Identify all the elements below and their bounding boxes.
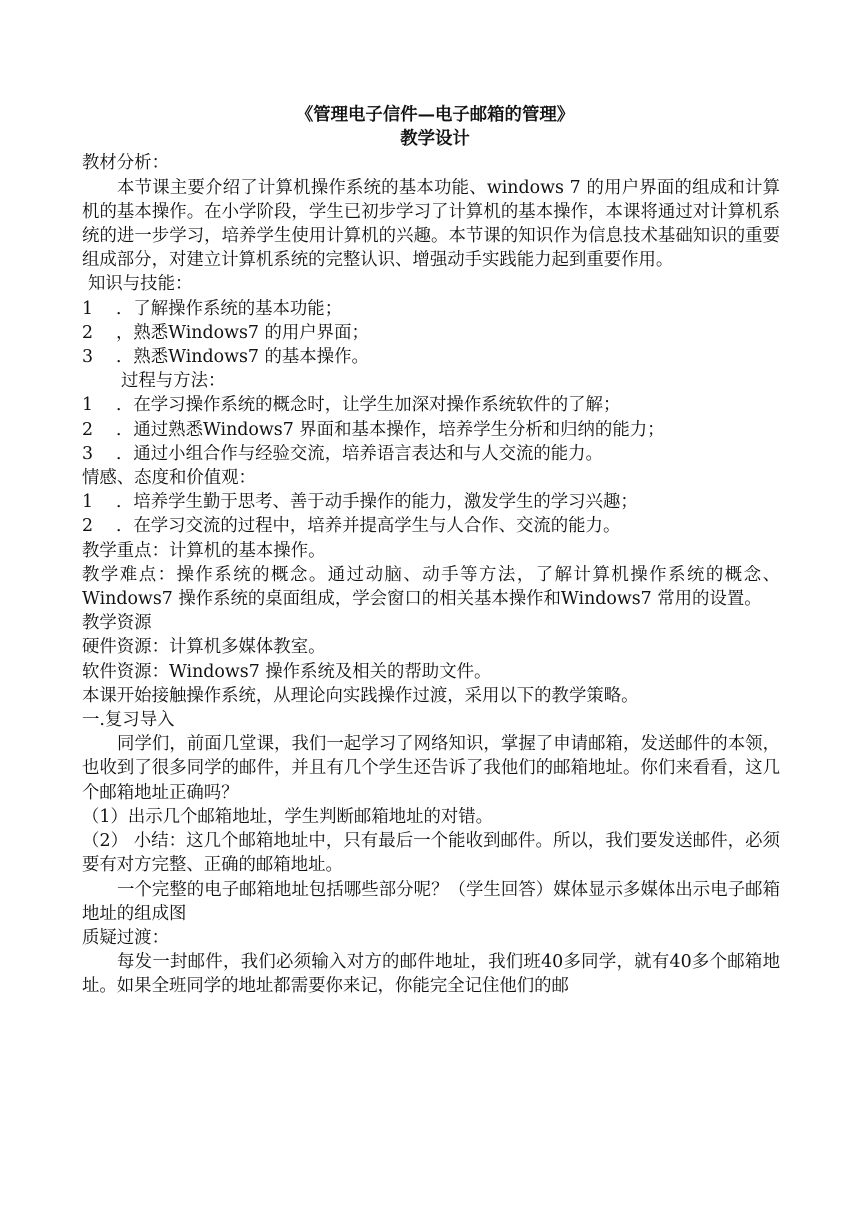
process-item	[82, 393, 780, 417]
process-item	[82, 418, 780, 442]
item-number: 2	[82, 516, 94, 537]
item-number: 1	[82, 298, 94, 319]
item-text: ．培养学生勤于思考、善于动手操作的能力，激发学生的学习兴趣；	[116, 492, 638, 513]
knowledge-item	[82, 297, 780, 321]
document-subtitle: 教学设计	[400, 129, 470, 150]
difficulty-paragraph: 教学难点：操作系统的概念。通过动脑、动手等方法，了解计算机操作系统的概念、Windows7 操作系统的桌面组成，学会窗口的相关基本操作和Windows7 常用的设置。	[82, 564, 780, 610]
material-paragraph: 本节课主要介绍了计算机操作系统的基本功能、windows 7 的用户界面的组成和计算机的基本操作。在小学阶段，学生已初步学习了计算机的基本操作，本课将通过对计算机系统的进一步学习，培养学生使用计算机的兴趣。本节课的知识作为信息技术基础知识的重要组成部分，对建立计算机系统的完整认识、增强动手实践能力起到重要作用。	[82, 177, 780, 271]
item-text: ．了解操作系统的基本功能；	[116, 298, 343, 319]
section-heading: 一.复习导入	[82, 710, 175, 731]
transition-paragraph: 每发一封邮件，我们必须输入对方的邮件地址，我们班40多同学，就有40多个邮箱地址。如果全班同学的地址都需要你来记，你能完全记住他们的邮	[82, 952, 780, 997]
item-number: 2	[82, 322, 94, 343]
emotion-heading: 情感、态度和价值观：	[82, 468, 256, 489]
item-text: ．通过小组合作与经验交流，培养语言表达和与人交流的能力。	[116, 443, 603, 464]
item-number: 2	[82, 419, 94, 440]
process-item	[82, 442, 780, 466]
process-heading: 过程与方法：	[121, 371, 226, 392]
step-2: （2） 小结：这几个邮箱地址中，只有最后一个能收到邮件。所以，我们要发送邮件，必须要有对方完整、正确的邮箱地址。	[82, 831, 780, 876]
item-text: ．熟悉Windows7 的基本操作。	[116, 347, 369, 368]
item-text: ．在学习操作系统的概念时，让学生加深对操作系统软件的了解；	[116, 395, 621, 416]
item-text: ．在学习交流的过程中，培养并提高学生与人合作、交流的能力。	[116, 516, 621, 537]
hardware-resources: 硬件资源：计算机多媒体教室。	[82, 637, 326, 658]
intro-paragraph: 同学们，前面几堂课，我们一起学习了网络知识，掌握了申请邮箱，发送邮件的本领，也收到了很多同学的邮件，并且有几个学生还告诉了我他们的邮箱地址。你们来看看，这几个邮箱地址正确吗？	[82, 734, 780, 803]
emotion-item	[82, 514, 780, 538]
knowledge-item	[82, 321, 780, 345]
knowledge-item	[82, 345, 780, 369]
question-paragraph: 一个完整的电子邮箱地址包括哪些部分呢？（学生回答）媒体显示多媒体出示电子邮箱地址的组成图	[82, 879, 780, 924]
document-title: 《管理电子信件—电子邮箱的管理》	[295, 105, 575, 125]
document-body	[82, 103, 780, 999]
transition-heading: 质疑过渡：	[82, 927, 169, 948]
key-point: 教学重点：计算机的基本操作。	[82, 540, 326, 561]
item-text: ．通过熟悉Windows7 界面和基本操作，培养学生分析和归纳的能力；	[116, 419, 665, 440]
item-number: 3	[82, 443, 94, 464]
item-number: 1	[82, 395, 94, 416]
item-number: 3	[82, 347, 94, 368]
emotion-item	[82, 490, 780, 514]
resources-heading: 教学资源	[82, 613, 152, 634]
software-resources: 软件资源：Windows7 操作系统及相关的帮助文件。	[82, 661, 492, 682]
step-1: （1）出示几个邮箱地址，学生判断邮箱地址的对错。	[82, 806, 494, 827]
knowledge-heading: 知识与技能：	[88, 274, 193, 295]
strategy-text: 本课开始接触操作系统，从理论向实践操作过渡，采用以下的教学策略。	[82, 685, 639, 706]
item-number: 1	[82, 492, 94, 513]
material-heading: 教材分析：	[82, 153, 169, 174]
item-text: ，熟悉Windows7 的用户界面；	[116, 322, 369, 343]
